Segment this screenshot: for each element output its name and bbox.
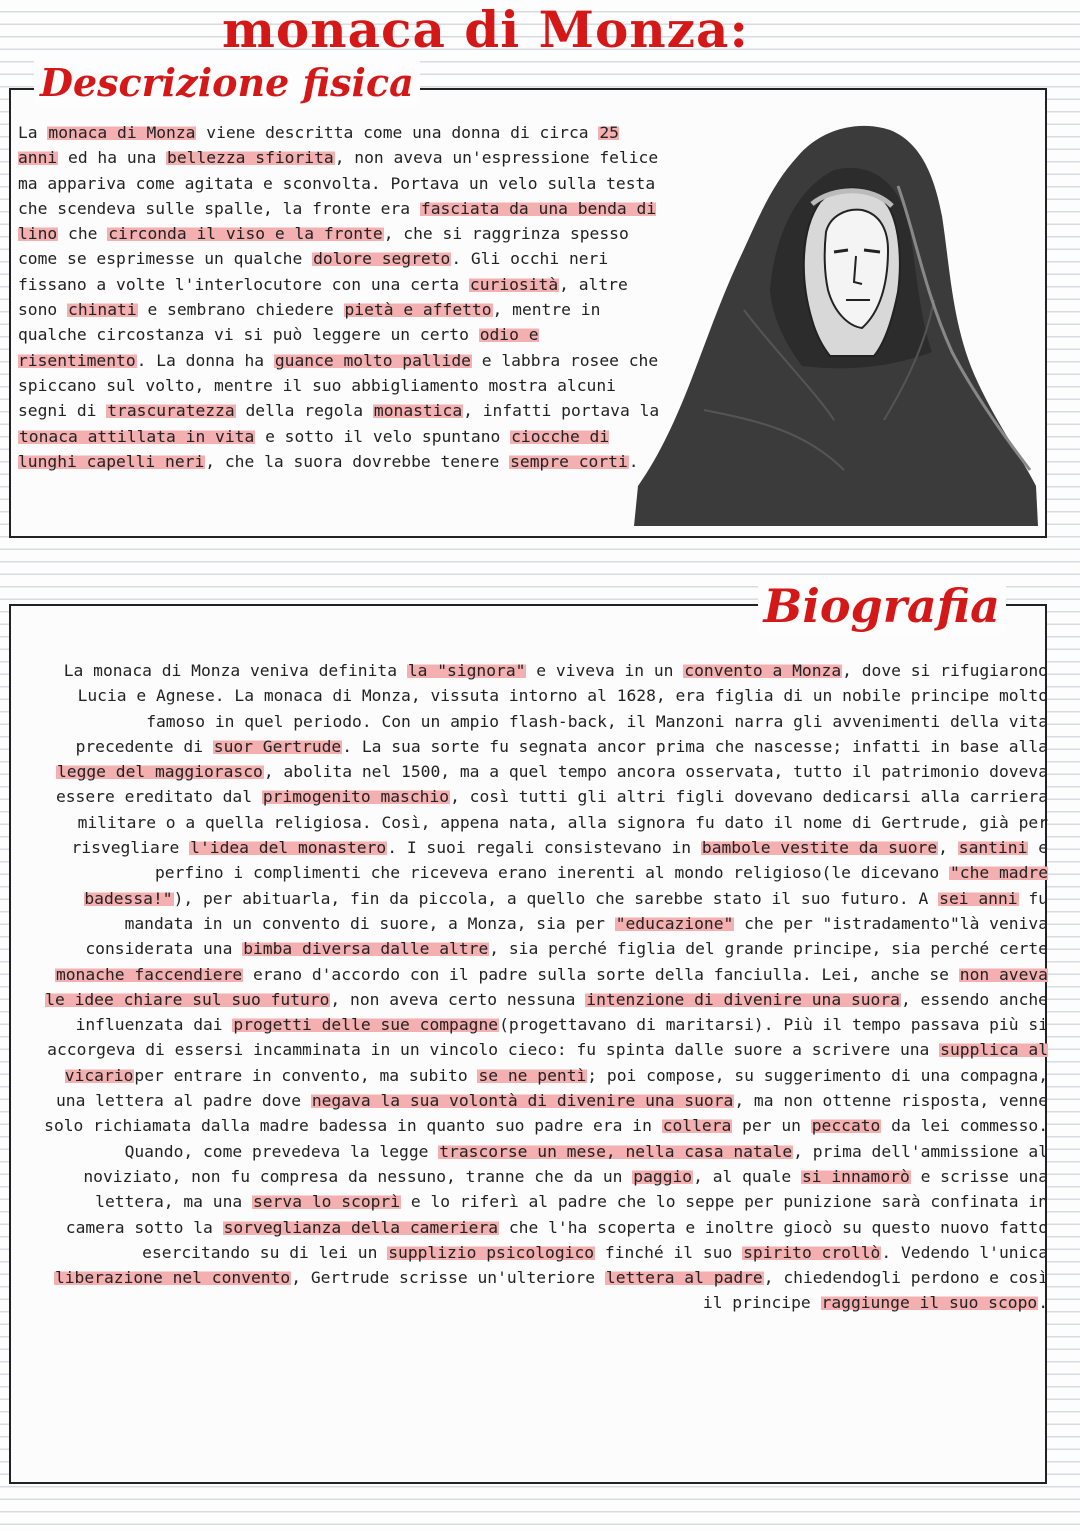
text-run: .: [628, 451, 639, 471]
biography-text: [40, 658, 1048, 1316]
text-run: e sembrano chiedere: [137, 300, 344, 320]
text-run: e sotto il velo spuntano: [255, 426, 511, 446]
highlighted-phrase: trascorse un mese, nella casa natale: [439, 1141, 793, 1161]
highlighted-phrase: monaca di Monza: [48, 123, 196, 142]
text-run: . Gli occhi neri fissano a volte l'interlocutore con una certa: [18, 249, 609, 294]
highlighted-phrase: negava la sua volontà di divenire una suora: [311, 1091, 734, 1111]
highlighted-phrase: serva lo scoprì: [253, 1192, 401, 1212]
text-run: , altre sono: [18, 274, 628, 320]
text-run: ; poi compose, su suggerimento di una compagna, una lettera al padre dove: [55, 1065, 1048, 1111]
text-run: , così tutti gli altri figli dovevano dedicarsi alla carriera militare o a quella religiosa. Così, appena nata, alla signora fu dato il nome di Gertrude, già per risvegliare: [71, 787, 1048, 858]
highlighted-phrase: primogenito maschio: [262, 787, 450, 807]
nun-eye-left: [834, 250, 848, 252]
text-run: per un: [732, 1116, 811, 1136]
nun-eye-right: [864, 250, 880, 252]
text-run: . La sua sorte fu segnata ancor prima che nascesse; infatti in base alla: [342, 736, 1048, 756]
text-run: , prima dell'ammissione al noviziato, non fu compresa da nessuno, tranne che da un: [83, 1141, 1048, 1186]
highlighted-phrase: santini: [958, 838, 1028, 858]
text-run: , sia perché figlia del grande principe, sia perché certe: [489, 939, 1048, 959]
text-run: , mentre in qualche circostanza vi si può leggere un certo: [18, 300, 601, 345]
highlighted-phrase: guance molto pallide: [274, 350, 471, 370]
text-run: , che si raggrinza spesso come se esprimesse un qualche: [18, 224, 629, 269]
highlighted-phrase: trascuratezza: [107, 401, 235, 421]
text-run: , infatti portava la: [463, 401, 660, 421]
highlighted-phrase: si innamorò: [801, 1166, 910, 1186]
text-run: per entrare in convento, ma subito: [134, 1065, 478, 1085]
text-run: , che la suora dovrebbe tenere: [205, 451, 510, 471]
text-run: , ma non ottenne risposta, venne solo richiamata dalla madre badessa in quanto suo padre era in: [44, 1091, 1048, 1136]
highlighted-phrase: curiosità: [469, 274, 559, 294]
text-run: finché il suo: [595, 1242, 743, 1262]
highlighted-phrase: 25 anni: [18, 123, 619, 168]
highlighted-phrase: circonda il viso e la fronte: [108, 224, 383, 244]
highlighted-phrase: non aveva le idee chiare sul suo futuro: [45, 964, 1048, 1009]
text-run: , Gertrude scrisse un'ulteriore: [291, 1268, 605, 1288]
highlighted-phrase: paggio: [633, 1166, 693, 1186]
text-run: . I suoi regali consistevano in: [387, 838, 701, 858]
highlighted-phrase: intenzione di divenire una suora: [586, 989, 900, 1009]
text-run: .: [1038, 1293, 1048, 1313]
highlighted-phrase: suor Gertrude: [213, 736, 342, 756]
text-run: ed ha una: [58, 148, 167, 168]
text-run: (progettavano di maritarsi). Più il tempo passava più si accorgeva di essersi incamminata in un vincolo cieco: fu spinta dalle suore a scrivere una: [47, 1015, 1048, 1060]
text-run: e lo riferì al padre che lo seppe per punizione sarà confinata in camera sotto la: [65, 1192, 1048, 1237]
physical-description-text: [18, 120, 668, 474]
highlighted-phrase: collera: [662, 1116, 732, 1136]
highlighted-phrase: chinati: [68, 300, 137, 320]
highlighted-phrase: convento a Monza: [684, 661, 842, 680]
text-run: e viveva in un: [526, 661, 684, 680]
text-run: La: [18, 123, 48, 142]
nun-portrait-illustration: [634, 90, 1038, 526]
highlighted-phrase: sempre corti: [510, 451, 628, 471]
highlighted-phrase: odio e risentimento: [18, 325, 539, 370]
text-run: che per "istradamento"là veniva considerata una: [85, 913, 1048, 959]
highlighted-phrase: fasciata da una benda di lino: [18, 198, 657, 244]
highlighted-phrase: lettera al padre: [605, 1268, 763, 1288]
text-run: erano d'accordo con il padre sulla sorte della fanciulla. Lei, anche se: [243, 964, 959, 984]
text-run: , dove si rifugiarono Lucia e Agnese. La monaca di Monza, vissuta intorno al 1628, era figlia di un nobile principe molto famoso in quel periodo. Con un ampio flash-back, il Manzoni narra gli avvenimenti della vita precedente di: [75, 661, 1048, 756]
highlighted-phrase: pietà e affetto: [344, 300, 492, 320]
text-run: e perfino i complimenti che riceveva erano inerenti al mondo religioso(le dicevano: [154, 838, 1048, 883]
text-run: che l'ha scoperta e inoltre giocò su questo nuovo fatto esercitando su di lei un: [142, 1217, 1048, 1262]
highlighted-phrase: progetti delle sue compagne: [233, 1015, 499, 1035]
physical-description-heading: Descrizione fisica: [34, 60, 420, 106]
highlighted-phrase: legge del maggiorasco: [56, 762, 263, 782]
text-run: ,: [938, 838, 958, 858]
text-run: viene descritta come una donna di circa: [196, 123, 599, 142]
highlighted-phrase: "educazione": [615, 913, 734, 933]
text-run: . La donna ha: [136, 350, 274, 370]
highlighted-phrase: supplica al vicario: [64, 1040, 1048, 1085]
highlighted-phrase: tonaca attillata in vita: [19, 426, 255, 446]
highlighted-phrase: supplizio psicologico: [388, 1242, 595, 1262]
text-run: da lei commesso. Quando, come prevedeva la legge: [124, 1116, 1048, 1161]
text-run: , chiedendogli perdono e così il principe: [702, 1268, 1048, 1313]
text-run: che: [58, 224, 108, 244]
highlighted-phrase: peccato: [811, 1116, 881, 1136]
highlighted-phrase: raggiunge il suo scopo: [821, 1293, 1038, 1313]
text-run: , abolita nel 1500, ma a quel tempo ancora osservata, tutto il patrimonio doveva essere ereditato dal: [55, 762, 1048, 807]
text-run: ), per abituarla, fin da piccola, a quello che sarebbe stato il suo futuro. A: [173, 888, 939, 908]
highlighted-phrase: liberazione nel convento: [54, 1268, 291, 1288]
page-title: monaca di Monza:: [222, 0, 749, 59]
text-run: , non aveva certo nessuna: [330, 989, 586, 1009]
text-run: . Vedendo l'unica: [881, 1242, 1048, 1262]
highlighted-phrase: monastica: [373, 401, 463, 421]
highlighted-phrase: bimba diversa dalle altre: [243, 939, 489, 959]
text-run: e labbra rosee che spiccano sul volto, mentre il suo abbigliamento mostra alcuni segni di: [18, 350, 659, 421]
text-run: della regola: [235, 401, 373, 421]
highlighted-phrase: bambole vestite da suore: [701, 838, 938, 858]
highlighted-phrase: dolore segreto: [313, 249, 451, 269]
text-run: e scrisse una lettera, ma una: [95, 1166, 1048, 1212]
text-run: , non aveva un'espressione felice ma appariva come agitata e sconvolta. Portava un velo sulla testa che scendeva sulle spalle, la fronte era: [18, 148, 659, 218]
highlighted-phrase: bellezza sfiorita: [167, 148, 334, 168]
text-run: , essendo anche influenzata dai: [75, 989, 1048, 1035]
highlighted-phrase: la "signora": [407, 661, 526, 680]
highlighted-phrase: "che madre badessa!": [84, 863, 1048, 908]
highlighted-phrase: sei anni: [939, 888, 1018, 908]
highlighted-phrase: ciocche di lunghi capelli neri: [18, 426, 610, 471]
highlighted-phrase: monache faccendiere: [55, 964, 243, 984]
text-run: La monaca di Monza veniva definita: [63, 661, 407, 680]
biography-heading: Biografia: [758, 578, 1007, 634]
text-run: fu mandata in un convento di suore, a Monza, sia per: [124, 888, 1048, 933]
highlighted-phrase: spirito crollò: [743, 1242, 881, 1262]
highlighted-phrase: se ne pentì: [478, 1065, 587, 1085]
highlighted-phrase: l'idea del monastero: [190, 838, 387, 858]
text-run: , al quale: [693, 1166, 801, 1186]
highlighted-phrase: sorveglianza della cameriera: [223, 1217, 499, 1237]
